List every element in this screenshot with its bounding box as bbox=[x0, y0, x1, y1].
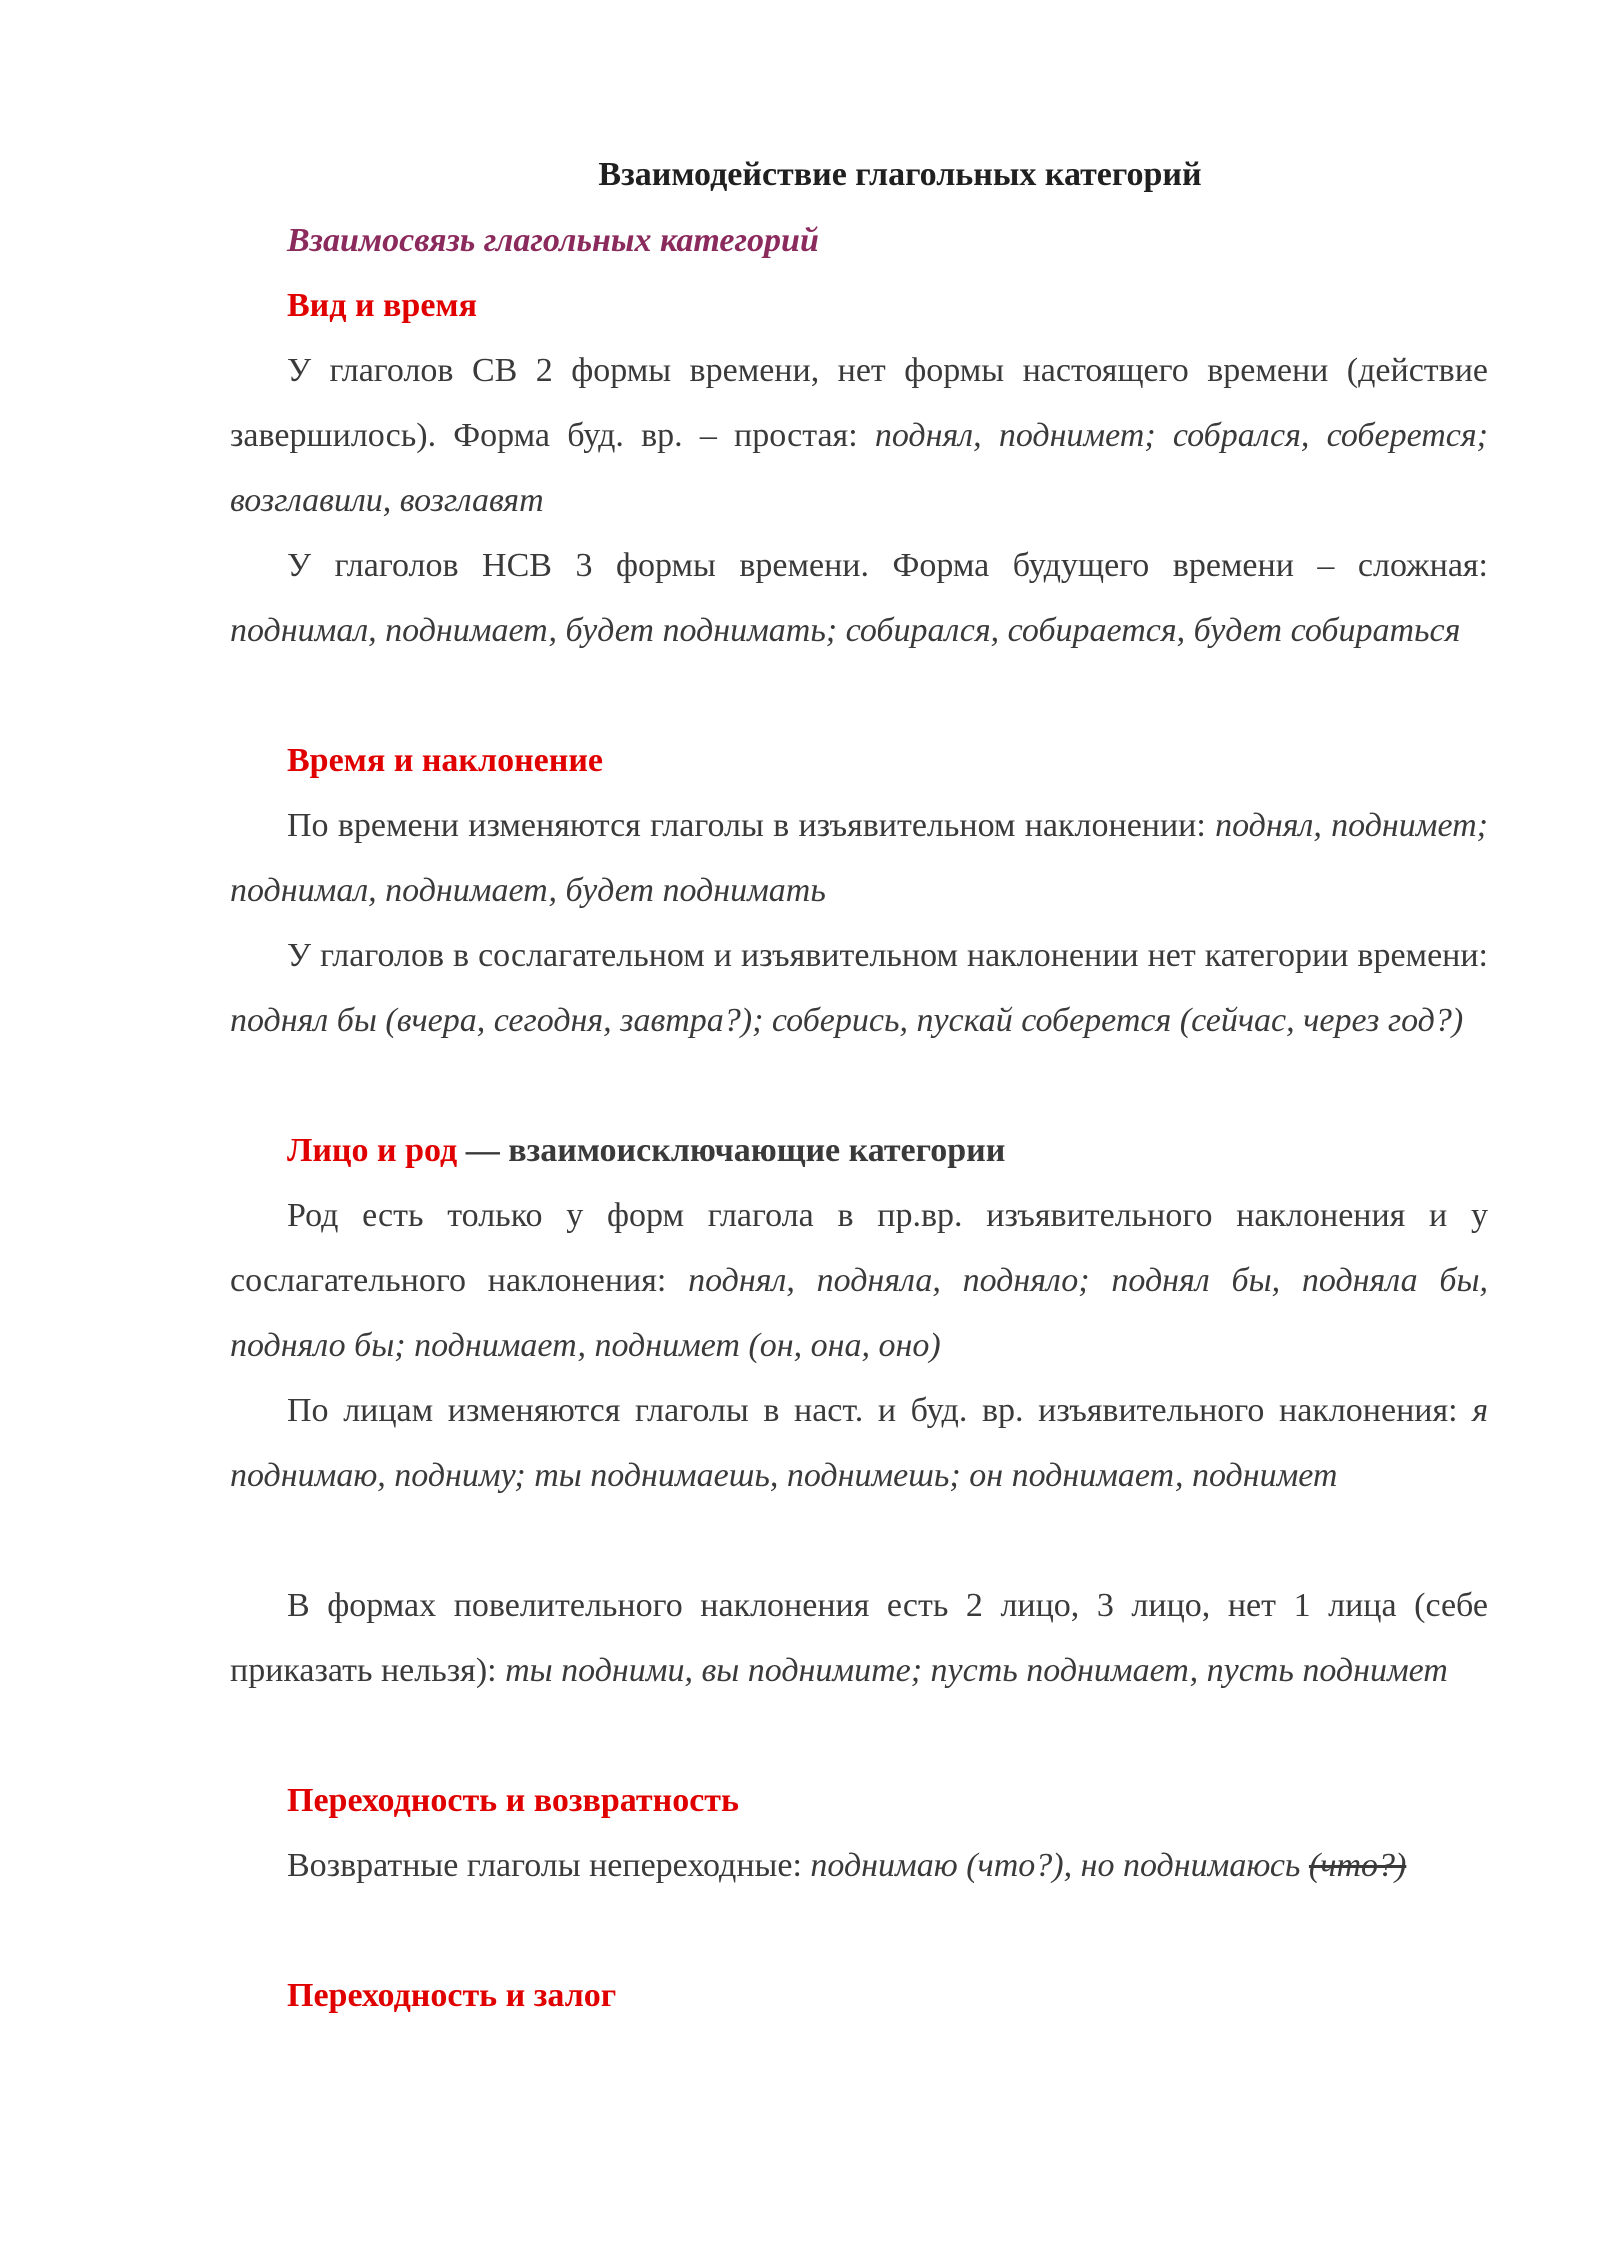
paragraph-text: Род есть только у форм глагола в пр.вр. изъявительного наклонения и у сослагательного наклонения: bbox=[230, 1197, 1488, 1299]
paragraph-imperative-person bbox=[230, 1573, 1488, 1703]
heading-red-part: Лицо и род bbox=[287, 1132, 458, 1169]
example-forms: я поднимаю, подниму; ты поднимаешь, поднимешь; он поднимает, поднимет bbox=[230, 1392, 1488, 1494]
page-title: Взаимодействие глагольных категорий bbox=[598, 156, 1202, 193]
section-heading-person-gender bbox=[287, 1126, 1005, 1176]
example-forms: поднимаю (что?), но поднимаюсь bbox=[810, 1847, 1309, 1884]
paragraph-person-forms bbox=[230, 1378, 1488, 1508]
section-heading-transitivity-reflexivity: Переходность и возвратность bbox=[287, 1782, 739, 1819]
example-forms: поднял, поднимет; собрался, соберется; возглавили, возглавят bbox=[230, 417, 1489, 519]
section-heading-transitivity-voice: Переходность и залог bbox=[287, 1977, 617, 2014]
paragraph-text: Возвратные глаголы непереходные: bbox=[287, 1847, 811, 1884]
paragraph-text: У глаголов СВ 2 формы времени, нет формы настоящего времени (действие завершилось). Форма буд. вр. – простая: bbox=[230, 352, 1488, 454]
paragraph-text: У глаголов НСВ 3 формы времени. Форма будущего времени – сложная: bbox=[287, 547, 1488, 584]
paragraph-tense-subjunctive bbox=[230, 923, 1488, 1053]
paragraph-text: По лицам изменяются глаголы в наст. и буд. вр. изъявительного наклонения: bbox=[287, 1392, 1473, 1429]
paragraph-text: У глаголов в сослагательном и изъявительном наклонении нет категории времени: bbox=[287, 937, 1488, 974]
paragraph-reflexive-verbs bbox=[230, 1833, 1488, 1898]
paragraph-gender-forms bbox=[230, 1183, 1488, 1378]
struck-question: (что?) bbox=[1308, 1847, 1407, 1884]
paragraph-aspect-perfective bbox=[230, 338, 1488, 533]
example-forms: ты подними, вы поднимите; пусть поднимает, пусть поднимет bbox=[505, 1652, 1448, 1689]
example-forms: поднимал, поднимает, будет поднимать; собирался, собирается, будет собираться bbox=[230, 612, 1461, 649]
paragraph-tense-indicative bbox=[230, 793, 1488, 923]
paragraph-aspect-imperfective bbox=[230, 533, 1488, 663]
section-heading-tense-mood: Время и наклонение bbox=[287, 742, 604, 779]
section-heading-aspect-tense: Вид и время bbox=[287, 287, 477, 324]
example-forms: поднял, подняла, подняло; поднял бы, подняла бы, подняло бы; поднимает, поднимет (он, она, оно) bbox=[230, 1262, 1488, 1364]
example-forms: поднял бы (вчера, сегодня, завтра?); соберись, пускай соберется (сейчас, через год?) bbox=[230, 1002, 1464, 1039]
paragraph-text: В формах повелительного наклонения есть 2 лицо, 3 лицо, нет 1 лица (себе приказать нельзя): bbox=[230, 1587, 1488, 1689]
example-forms: поднял, поднимет; поднимал, поднимает, будет поднимать bbox=[230, 807, 1488, 909]
paragraph-text: По времени изменяются глаголы в изъявительном наклонении: bbox=[287, 807, 1216, 844]
heading-dark-part: — взаимоисключающие категории bbox=[457, 1132, 1006, 1169]
section-heading-interrelation: Взаимосвязь глагольных категорий bbox=[287, 222, 819, 259]
